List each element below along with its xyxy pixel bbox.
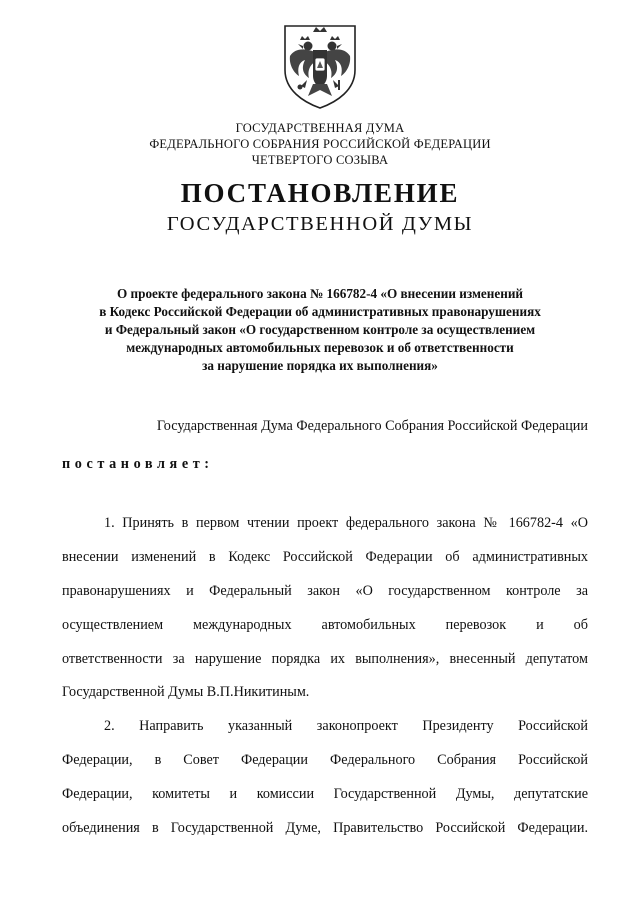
subject-line: за нарушение порядка их выполнения» (202, 358, 438, 373)
subject-line: О проекте федерального закона № 166782-4 «О внесении изменений (116, 286, 524, 301)
paragraph-line: правонарушениях и Федеральный закон «О государственном контроле за (62, 583, 588, 599)
resolution-subject (60, 285, 580, 375)
subject-line: и Федеральный закон «О государственном контроле за осуществлением (104, 322, 536, 337)
russian-coat-of-arms-icon (275, 18, 365, 110)
paragraph-line: Государственной Думы В.П.Никитиным. (62, 684, 310, 700)
subject-line: международных автомобильных перевозок и об ответственности (126, 340, 514, 355)
org-line-assembly: ФЕДЕРАЛЬНОГО СОБРАНИЯ РОССИЙСКОЙ ФЕДЕРАЦИИ (149, 137, 491, 151)
paragraph-line: ответственности за нарушение порядка их выполнения», внесенный депутатом (62, 651, 588, 667)
paragraph-line: осуществлением международных автомобильных перевозок и об (62, 617, 588, 633)
paragraph-line: объединения в Государственной Думе, Правительство Российской Федерации. (62, 820, 588, 836)
document-title: ПОСТАНОВЛЕНИЕ (180, 178, 460, 208)
paragraph-line: 1. Принять в первом чтении проект федерального закона № 166782-4 «О (104, 515, 588, 531)
paragraph-line: Федерации, в Совет Федерации Федерального Собрания Российской (62, 752, 588, 768)
paragraph-line: 2. Направить указанный законопроект Президенту Российской (104, 718, 588, 734)
resolution-lead: Государственная Дума Федерального Собрания Российской Федерации (156, 418, 588, 434)
org-line-convocation: ЧЕТВЕРТОГО СОЗЫВА (251, 153, 389, 167)
paragraph-line: внесении изменений в Кодекс Российской Федерации об административных (62, 549, 588, 565)
resolves-word: постановляет: (62, 456, 214, 472)
subject-line: в Кодекс Российской Федерации об административных правонарушениях (99, 304, 541, 319)
paragraph-line: Федерации, комитеты и комиссии Государственной Думы, депутатские (62, 786, 588, 802)
org-line-duma: ГОСУДАРСТВЕННАЯ ДУМА (235, 121, 405, 135)
document-subtitle: ГОСУДАРСТВЕННОЙ ДУМЫ (166, 213, 474, 235)
